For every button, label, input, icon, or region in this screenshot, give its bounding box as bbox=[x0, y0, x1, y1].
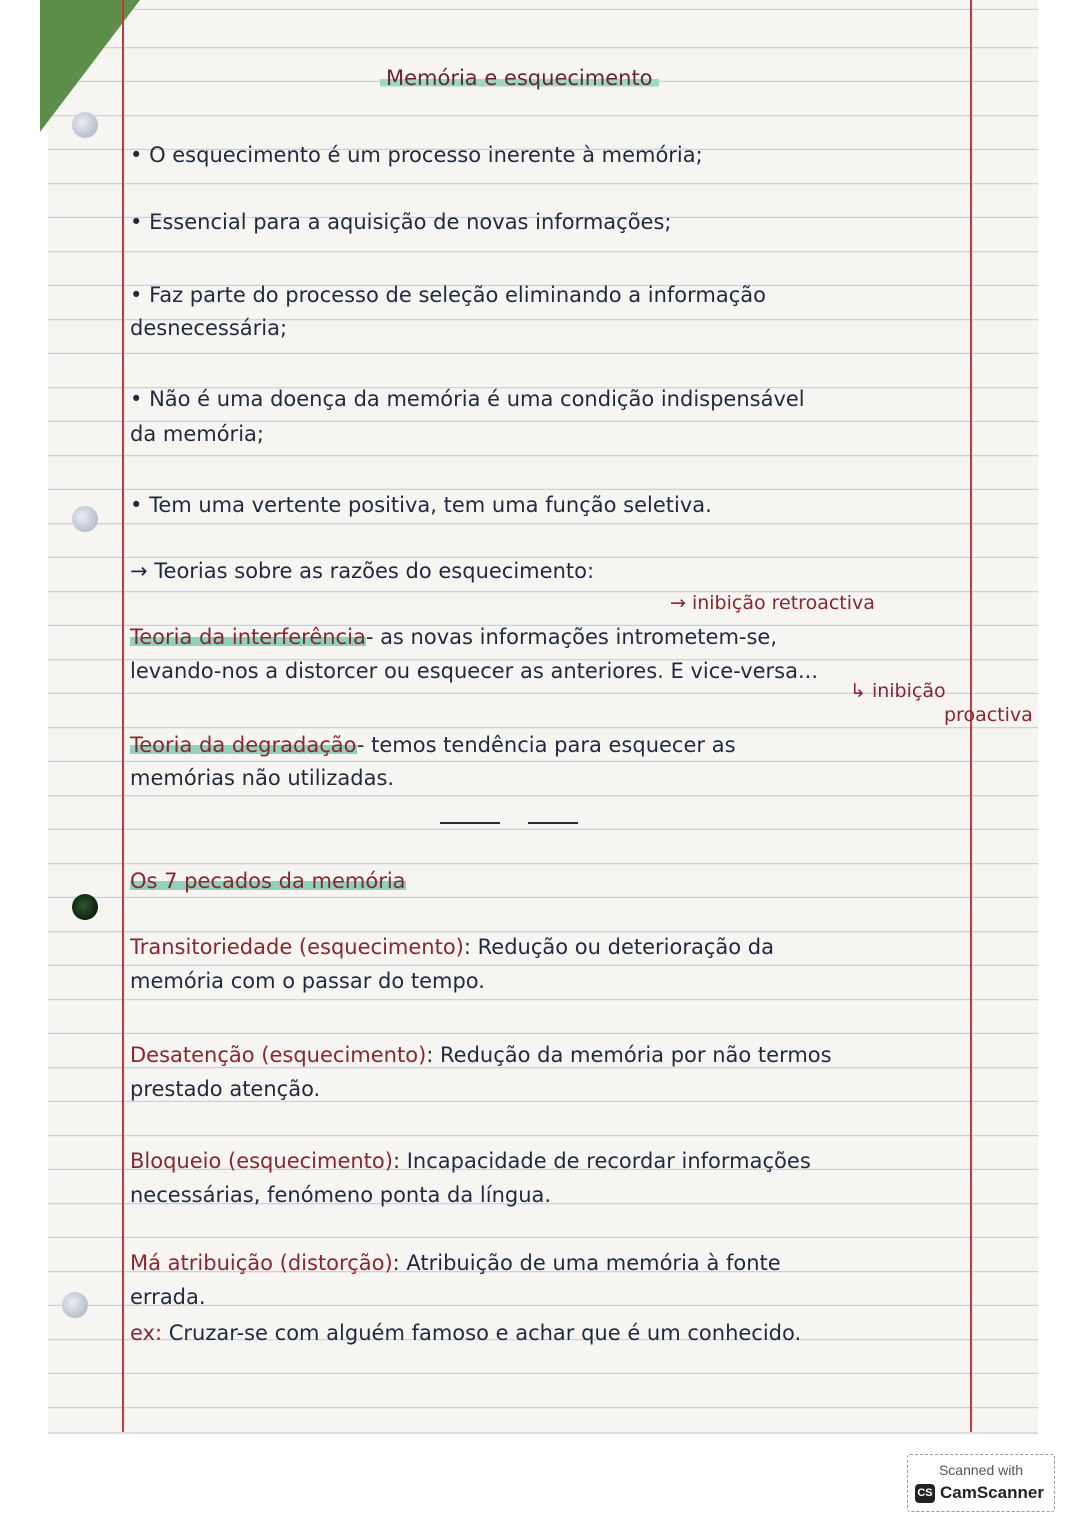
sin-item-continuation: necessárias, fenómeno ponta da língua. bbox=[130, 1183, 552, 1207]
bullet-continuation: da memória; bbox=[130, 422, 264, 446]
sin-item-continuation: prestado atenção. bbox=[130, 1077, 321, 1101]
camscanner-badge bbox=[907, 1454, 1055, 1512]
divider bbox=[440, 822, 500, 824]
camscanner-name: CamScanner bbox=[940, 1483, 1044, 1502]
bullet-item: • Não é uma doença da memória é uma condição indispensável bbox=[130, 387, 805, 411]
sin-item-continuation: errada. bbox=[130, 1285, 206, 1309]
sin-item: Transitoriedade (esquecimento): Redução ou deterioração da bbox=[130, 935, 774, 959]
scanned-with-label: Scanned with bbox=[938, 1462, 1024, 1478]
bullet-item: • Essencial para a aquisição de novas informações; bbox=[130, 210, 672, 234]
note-retroactive-inhibition: → inibição retroactiva bbox=[670, 592, 875, 614]
sin-item: Bloqueio (esquecimento): Incapacidade de recordar informações bbox=[130, 1149, 811, 1173]
interference-line: Teoria da interferência- as novas informações intrometem-se, bbox=[130, 625, 778, 649]
sin-item: Desatenção (esquecimento): Redução da memória por não termos bbox=[130, 1043, 832, 1067]
bullet-item: • Faz parte do processo de seleção eliminando a informação bbox=[130, 283, 766, 307]
interference-line-2: levando-nos a distorcer ou esquecer as anteriores. E vice-versa... bbox=[130, 659, 819, 683]
interference-term: Teoria da interferência bbox=[130, 625, 366, 649]
page-title: Memória e esquecimento bbox=[380, 66, 659, 90]
bullet-item: • Tem uma vertente positiva, tem uma função seletiva. bbox=[130, 493, 712, 517]
example-label: ex: bbox=[130, 1321, 163, 1345]
sin-item: Má atribuição (distorção): Atribuição de uma memória à fonte bbox=[130, 1251, 781, 1275]
divider bbox=[528, 822, 578, 824]
sins-heading: Os 7 pecados da memória bbox=[130, 869, 406, 893]
binder-hole bbox=[62, 1292, 88, 1318]
binder-hole bbox=[72, 894, 98, 920]
example-line: ex: Cruzar-se com alguém famoso e achar que é um conhecido. bbox=[130, 1321, 802, 1345]
note-proactive-inhibition: ↳ inibição bbox=[850, 680, 946, 702]
camscanner-brand bbox=[915, 1483, 1044, 1503]
left-margin-line bbox=[122, 0, 124, 1432]
sin-term: Bloqueio (esquecimento) bbox=[130, 1149, 393, 1173]
binder-hole bbox=[72, 506, 98, 532]
binder-hole bbox=[72, 112, 98, 138]
sin-term: Desatenção (esquecimento) bbox=[130, 1043, 427, 1067]
page-edge bbox=[48, 1432, 1038, 1434]
sin-term: Transitoriedade (esquecimento) bbox=[130, 935, 464, 959]
bullet-continuation: desnecessária; bbox=[130, 316, 288, 340]
theories-heading: → Teorias sobre as razões do esquecimento: bbox=[130, 559, 595, 583]
degradation-term: Teoria da degradação bbox=[130, 733, 357, 757]
degradation-line-2: memórias não utilizadas. bbox=[130, 766, 395, 790]
sin-item-continuation: memória com o passar do tempo. bbox=[130, 969, 485, 993]
note-proactive-inhibition-2: proactiva bbox=[944, 704, 1033, 726]
bullet-item: • O esquecimento é um processo inerente à memória; bbox=[130, 143, 703, 167]
degradation-line: Teoria da degradação- temos tendência para esquecer as bbox=[130, 733, 736, 757]
sin-term: Má atribuição (distorção) bbox=[130, 1251, 393, 1275]
camscanner-logo-icon: CS bbox=[915, 1484, 935, 1503]
